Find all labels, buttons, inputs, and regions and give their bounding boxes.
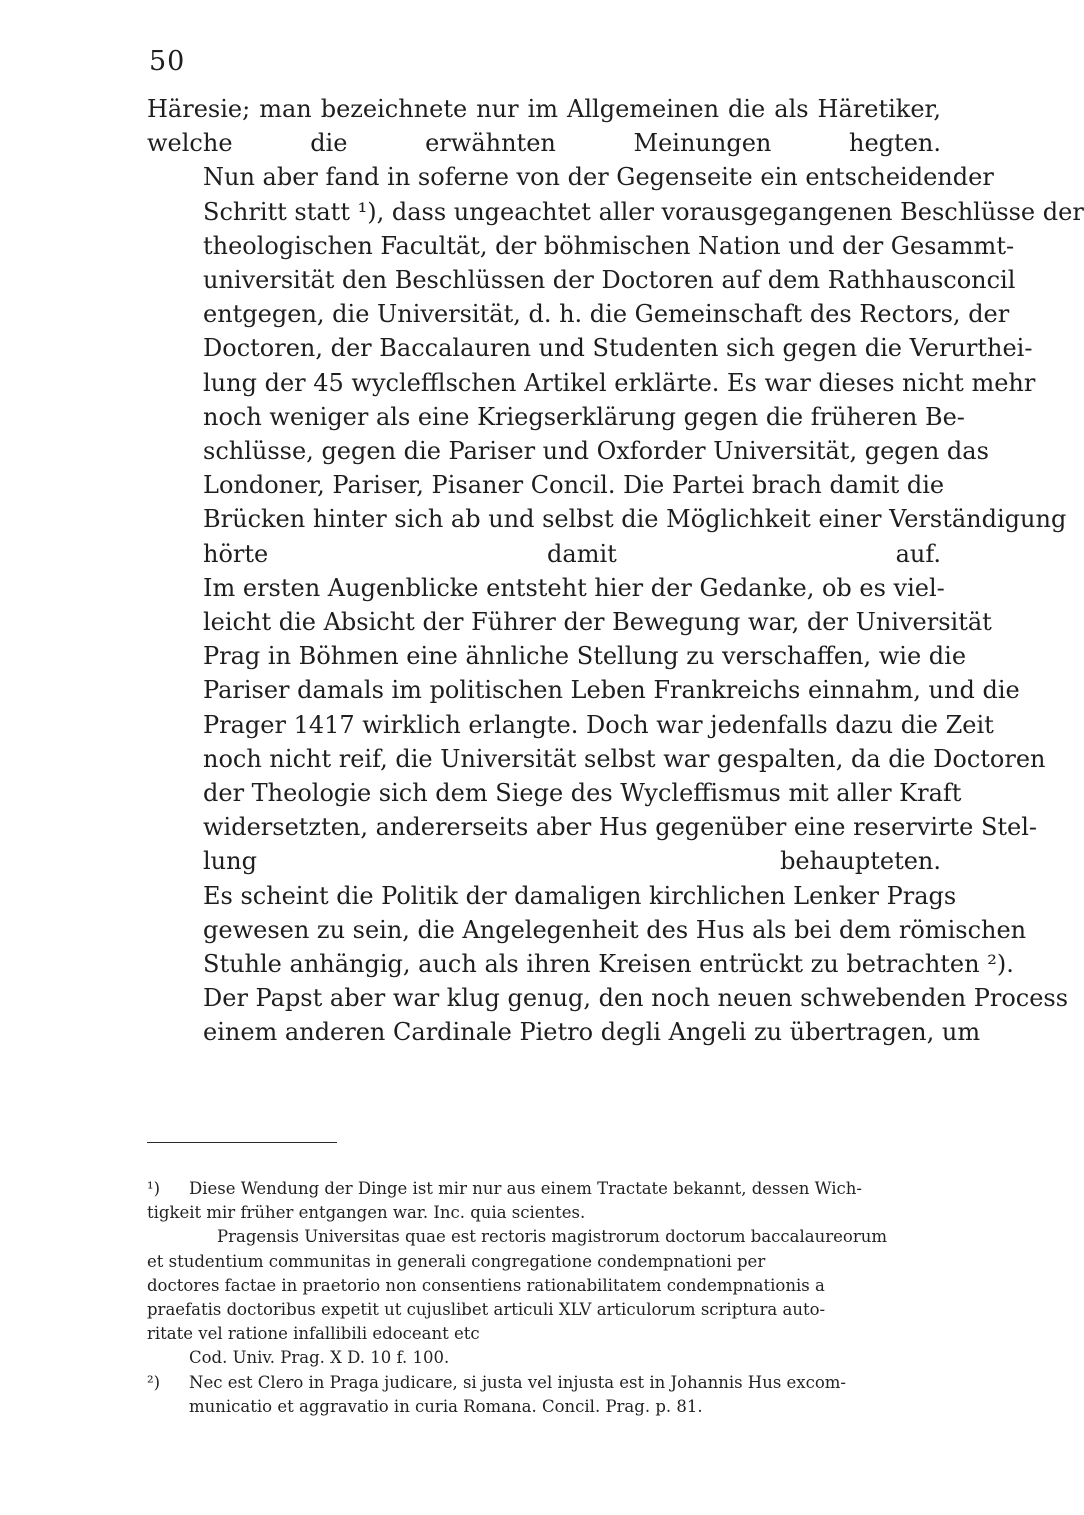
paragraph-4: [147, 879, 1069, 1050]
text-line: lung behaupteten.: [203, 847, 941, 876]
footnote-quote-line: Pragensis Universitas quae est rectoris magistrorum doctorum baccalaureorum: [217, 1227, 887, 1247]
text-line: hörte damit auf.: [203, 539, 941, 568]
text-line: universität den Beschlüssen der Doctoren auf dem Rathhausconcil: [203, 266, 1016, 295]
text-line: noch nicht reif, die Universität selbst war gespalten, da die Doctoren: [203, 744, 1046, 773]
text-line: Im ersten Augenblicke entsteht hier der Gedanke, ob es viel-: [203, 573, 945, 602]
footnote-line: municatio et aggravatio in curia Romana. Concil. Prag. p. 81.: [189, 1396, 703, 1416]
paragraph-3: [147, 571, 1046, 879]
footnote-line: tigkeit mir früher entgangen war. Inc. quia scientes.: [147, 1203, 586, 1223]
footnote-2: [147, 1371, 941, 1419]
footnote-mark: ¹): [147, 1179, 161, 1198]
footnote-mark: ²): [147, 1372, 161, 1392]
text-line: der Theologie sich dem Siege des Wycleffismus mit aller Kraft: [203, 779, 962, 808]
text-line: theologischen Facultät, der böhmischen Nation und der Gesammt-: [203, 231, 1015, 260]
footnote-1: [147, 1177, 941, 1371]
page-number: 50: [149, 46, 186, 77]
text-line: widersetzten, andererseits aber Hus gegenüber eine reservirte Stel-: [203, 813, 1038, 842]
footnotes: [147, 1177, 941, 1419]
footnote-line: Diese Wendung der Dinge ist mir nur aus einem Tractate bekannt, dessen Wich-: [189, 1179, 863, 1198]
text-line: Häresie; man bezeichnete nur im Allgemeinen die als Häretiker,: [147, 95, 941, 123]
text-line: einem anderen Cardinale Pietro degli Angeli zu übertragen, um: [203, 1018, 981, 1047]
footnote-divider: [147, 1142, 337, 1143]
footnote-quote-line: [147, 1250, 941, 1274]
text-line: Prager 1417 wirklich erlangte. Doch war jedenfalls dazu die Zeit: [203, 710, 994, 739]
text-line: lung der 45 wyclefflschen Artikel erklärte. Es war dieses nicht mehr: [203, 368, 1036, 397]
text-line: entgegen, die Universität, d. h. die Gemeinschaft des Rectors, der: [203, 300, 1010, 329]
text-line: welche die erwähnten Meinungen hegten.: [147, 129, 941, 158]
text-line: noch weniger als eine Kriegserklärung gegen die früheren Be-: [203, 402, 965, 431]
text-line: Prag in Böhmen eine ähnliche Stellung zu verschaffen, wie die: [203, 642, 967, 671]
text-line: Schritt statt ¹), dass ungeachtet aller vorausgegangenen Beschlüsse der: [203, 197, 1084, 226]
footnote-quote-line: praefatis doctoribus expetit ut cujuslibet articuli XLV articulorum scriptura auto-: [147, 1300, 826, 1320]
paragraph-1: [147, 92, 941, 160]
text-line: Doctoren, der Baccalauren und Studenten sich gegen die Verurthei-: [203, 334, 1033, 363]
text-line: Pariser damals im politischen Leben Frankreichs einnahm, und die: [203, 676, 1020, 705]
text-line: Stuhle anhängig, auch als ihren Kreisen entrückt zu betrachten ²).: [203, 950, 1014, 979]
text-line: Nun aber fand in soferne von der Gegenseite ein entscheidender: [203, 163, 994, 192]
text-line: Es scheint die Politik der damaligen kirchlichen Lenker Prags: [203, 881, 957, 910]
paragraph-2: [147, 160, 1084, 570]
footnote-source: Cod. Univ. Prag. X D. 10 f. 100.: [189, 1348, 450, 1368]
text-line: Der Papst aber war klug genug, den noch neuen schwebenden Process: [203, 984, 1069, 1013]
footnote-quote-line: ritate vel ratione infallibili edoceant etc: [147, 1324, 480, 1344]
text-line: schlüsse, gegen die Pariser und Oxforder Universität, gegen das: [203, 437, 989, 466]
text-line: gewesen zu sein, die Angelegenheit des Hus als bei dem römischen: [203, 915, 1027, 944]
footnote-quote-text: et studentium communitas in generali congregatione condempnationi per: [147, 1251, 766, 1271]
main-text: [147, 92, 1084, 1050]
text-line: Brücken hinter sich ab und selbst die Möglichkeit einer Verständigung: [203, 505, 1067, 534]
text-line: leicht die Absicht der Führer der Bewegung war, der Universität: [203, 608, 992, 637]
footnote-quote-line: doctores factae in praetorio non consentiens rationabilitatem condempnationis a: [147, 1275, 825, 1295]
footnote-line: Nec est Clero in Praga judicare, si justa vel injusta est in Johannis Hus excom-: [189, 1372, 847, 1392]
text-line: Londoner, Pariser, Pisaner Concil. Die Partei brach damit die: [203, 471, 945, 500]
